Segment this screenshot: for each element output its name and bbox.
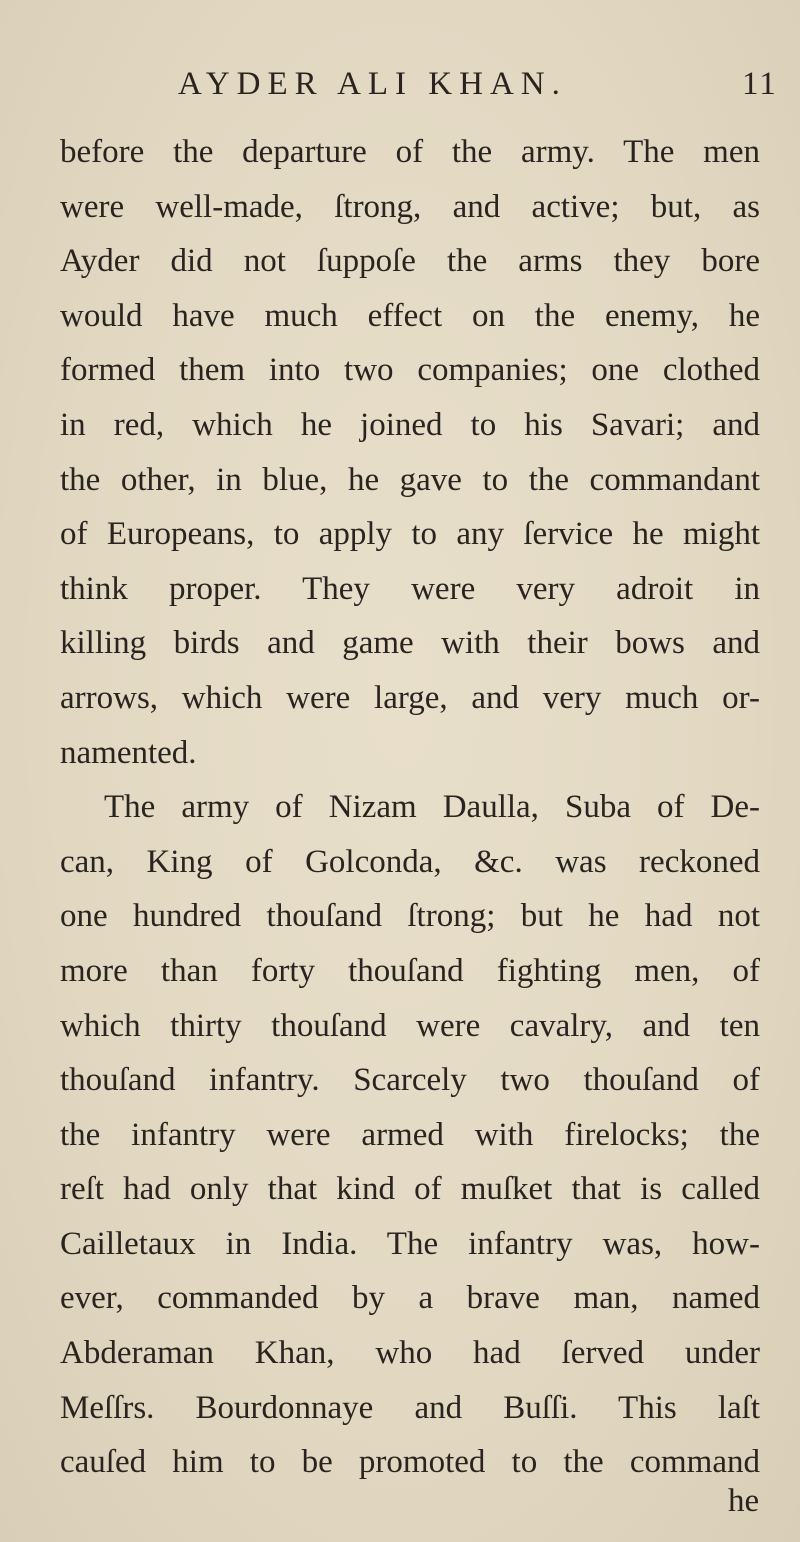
text-line: Cailletaux in India. The infantry was, how- [60,1225,760,1262]
text-line: arrows, which were large, and very much or- [60,679,760,716]
catchword: he [728,1483,760,1519]
text-line: can, King of Golconda, &c. was reckoned [60,843,760,880]
text-line: Ayder did not ſuppoſe the arms they bore [60,243,760,280]
text-line: which thirty thouſand were cavalry, and ten [60,1007,760,1044]
text-line: in red, which he joined to his Savari; and [60,406,760,443]
text-line: namented. [60,734,197,771]
body-text [60,125,760,1490]
text-line: more than forty thouſand fighting men, of [60,952,760,989]
text-line: the other, in blue, he gave to the commandant [60,461,760,498]
text-line: cauſed him to be promoted to the command [60,1444,760,1481]
text-line: thouſand infantry. Scarcely two thouſand of [60,1062,760,1099]
text-line: of Europeans, to apply to any ſervice he might [60,516,760,553]
text-line: think proper. They were very adroit in [60,570,760,607]
running-title: AYDER ALI KHAN. [178,66,567,102]
text-line: would have much effect on the enemy, he [60,297,760,334]
text-line: killing birds and game with their bows and [60,625,760,662]
text-line: reſt had only that kind of muſket that is called [60,1171,760,1208]
paragraph-start-line: The army of Nizam Daulla, Suba of De- [104,789,760,826]
running-head [0,62,800,112]
text-line: before the departure of the army. The men [60,134,760,170]
text-line: ever, commanded by a brave man, named [60,1280,760,1317]
text-line: were well-made, ſtrong, and active; but, as [60,188,760,225]
page-number: 11 [742,66,778,102]
text-line: one hundred thouſand ſtrong; but he had not [60,898,760,935]
text-line: Meſſrs. Bourdonnaye and Buſſi. This laſt [60,1389,760,1426]
text-line: Abderaman Khan, who had ſerved under [60,1335,760,1372]
text-line: formed them into two companies; one clothed [60,352,760,389]
text-line: the infantry were armed with firelocks; the [60,1116,760,1153]
